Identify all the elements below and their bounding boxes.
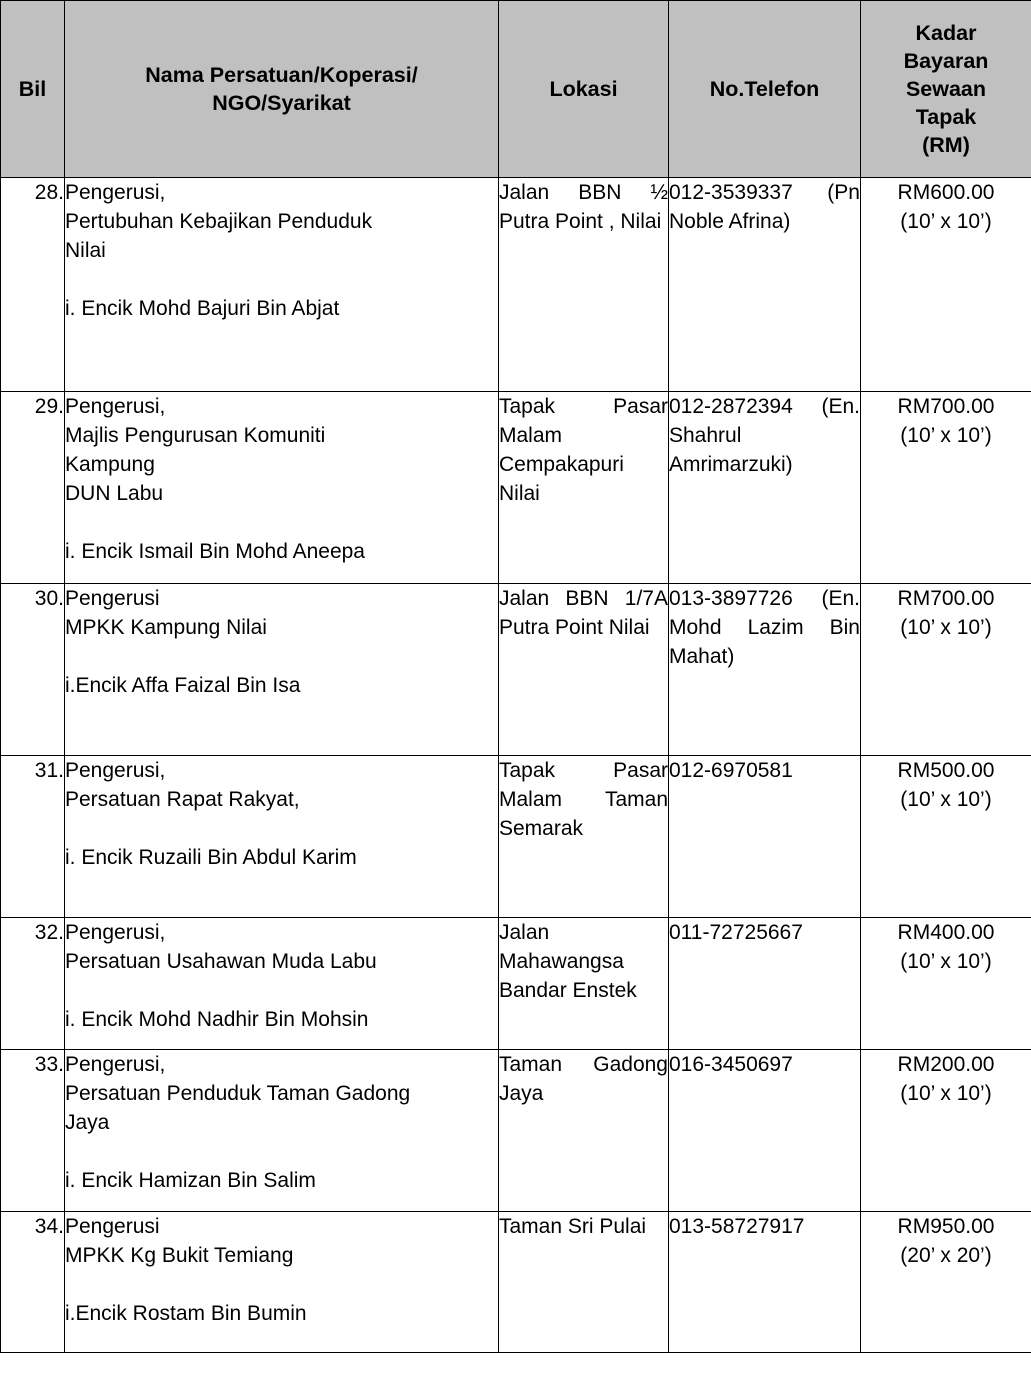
column-header-kadar-line3: Sewaan [905, 77, 987, 101]
cell-lokasi: Jalan BBN ½ Putra Point , Nilai [499, 178, 669, 392]
table-row [1, 584, 1031, 756]
column-header-kadar-line2: Bayaran [903, 49, 989, 73]
nama-line: Pengerusi, [65, 921, 166, 944]
table-row [1, 1050, 1031, 1212]
cell-lokasi: Tapak Pasar Malam Taman Semarak [499, 756, 669, 918]
column-header-lokasi [499, 1, 669, 178]
kadar-amount: RM200.00 [897, 1053, 995, 1076]
cell-bil: 32. [1, 918, 65, 1050]
nama-line: Kampung [65, 453, 155, 476]
nama-line: Persatuan Rapat Rakyat, [65, 788, 300, 811]
cell-telefon: 013-3897726 (En. Mohd Lazim Bin Mahat) [669, 584, 861, 756]
column-header-nama-line2: NGO/Syarikat [212, 91, 351, 115]
cell-kadar [861, 178, 1031, 392]
table-row [1, 918, 1031, 1050]
cell-bil: 30. [1, 584, 65, 756]
kadar-amount: RM950.00 [897, 1215, 995, 1238]
cell-kadar [861, 918, 1031, 1050]
column-header-telefon-label: No.Telefon [709, 77, 820, 101]
kadar-size: (10’ x 10’) [900, 424, 992, 447]
kadar-size: (20’ x 20’) [900, 1244, 992, 1267]
column-header-telefon [669, 1, 861, 178]
column-header-bil-label: Bil [18, 77, 47, 101]
cell-kadar [861, 1212, 1031, 1353]
nama-line: Pengerusi [65, 587, 160, 610]
nama-line: Pengerusi, [65, 395, 166, 418]
kadar-amount: RM500.00 [897, 759, 995, 782]
nama-spacer [65, 814, 498, 843]
column-header-kadar-line5: (RM) [922, 133, 970, 157]
nama-line: DUN Labu [65, 482, 164, 505]
nama-spacer [65, 642, 498, 671]
kadar-amount: RM600.00 [897, 181, 995, 204]
table-header-row [1, 1, 1031, 178]
cell-lokasi: Tapak Pasar Malam Cempakapuri Nilai [499, 392, 669, 584]
cell-lokasi: Taman Sri Pulai [499, 1212, 669, 1353]
nama-line: Majlis Pengurusan Komuniti [65, 424, 326, 447]
table-row [1, 1212, 1031, 1353]
column-header-kadar-line4: Tapak [915, 105, 977, 129]
cell-nama [65, 178, 499, 392]
cell-kadar [861, 756, 1031, 918]
cell-telefon: 012-6970581 [669, 756, 861, 918]
kadar-size: (10’ x 10’) [900, 210, 992, 233]
table-row [1, 178, 1031, 392]
nama-line: i.Encik Rostam Bin Bumin [65, 1302, 307, 1325]
nama-line: Pengerusi [65, 1215, 160, 1238]
cell-telefon: 011-72725667 [669, 918, 861, 1050]
nama-line: i. Encik Mohd Nadhir Bin Mohsin [65, 1008, 369, 1031]
nama-line: Persatuan Usahawan Muda Labu [65, 950, 377, 973]
nama-spacer [65, 1137, 498, 1166]
nama-line: Pengerusi, [65, 181, 166, 204]
cell-lokasi: Jalan BBN 1/7A Putra Point Nilai [499, 584, 669, 756]
cell-nama [65, 1050, 499, 1212]
nama-line: Pengerusi, [65, 759, 166, 782]
kadar-size: (10’ x 10’) [900, 1082, 992, 1105]
cell-telefon: 012-2872394 (En. Shahrul Amrimarzuki) [669, 392, 861, 584]
nama-spacer [65, 976, 498, 1005]
column-header-bil [1, 1, 65, 178]
nama-line: i. Encik Hamizan Bin Salim [65, 1169, 316, 1192]
column-header-kadar-line1: Kadar [915, 21, 977, 45]
cell-telefon: 016-3450697 [669, 1050, 861, 1212]
nama-line: MPKK Kampung Nilai [65, 616, 267, 639]
kadar-size: (10’ x 10’) [900, 950, 992, 973]
nama-line: Pengerusi, [65, 1053, 166, 1076]
cell-bil: 29. [1, 392, 65, 584]
nama-line: i. Encik Mohd Bajuri Bin Abjat [65, 297, 340, 320]
cell-nama [65, 584, 499, 756]
cell-lokasi: Jalan Mahawangsa Bandar Enstek [499, 918, 669, 1050]
nama-line: i. Encik Ismail Bin Mohd Aneepa [65, 540, 365, 563]
cell-nama [65, 756, 499, 918]
cell-bil: 31. [1, 756, 65, 918]
nama-line: Pertubuhan Kebajikan Penduduk [65, 210, 373, 233]
cell-nama [65, 1212, 499, 1353]
cell-kadar [861, 1050, 1031, 1212]
nama-line: MPKK Kg Bukit Temiang [65, 1244, 294, 1267]
table-row [1, 392, 1031, 584]
kadar-amount: RM400.00 [897, 921, 995, 944]
table-body [1, 178, 1031, 1353]
cell-telefon: 012-3539337 (Pn Noble Afrina) [669, 178, 861, 392]
column-header-kadar [861, 1, 1031, 178]
nama-line: i. Encik Ruzaili Bin Abdul Karim [65, 846, 357, 869]
nama-line: i.Encik Affa Faizal Bin Isa [65, 674, 301, 697]
nama-spacer [65, 508, 498, 537]
nama-line: Persatuan Penduduk Taman Gadong [65, 1082, 411, 1105]
column-header-lokasi-label: Lokasi [549, 77, 618, 101]
column-header-nama [65, 1, 499, 178]
nama-line: Nilai [65, 239, 106, 262]
nama-spacer [65, 265, 498, 294]
kadar-size: (10’ x 10’) [900, 788, 992, 811]
kadar-size: (10’ x 10’) [900, 616, 992, 639]
table-row [1, 756, 1031, 918]
cell-nama [65, 918, 499, 1050]
cell-bil: 33. [1, 1050, 65, 1212]
table-header [1, 1, 1031, 178]
cell-nama [65, 392, 499, 584]
column-header-nama-line1: Nama Persatuan/Koperasi/ [145, 63, 418, 87]
cell-kadar [861, 584, 1031, 756]
nama-spacer [65, 1270, 498, 1299]
nama-line: Jaya [65, 1111, 110, 1134]
kadar-amount: RM700.00 [897, 395, 995, 418]
cell-bil: 34. [1, 1212, 65, 1353]
kadar-amount: RM700.00 [897, 587, 995, 610]
cell-telefon: 013-58727917 [669, 1212, 861, 1353]
cell-bil: 28. [1, 178, 65, 392]
cell-lokasi: Taman Gadong Jaya [499, 1050, 669, 1212]
cell-kadar [861, 392, 1031, 584]
